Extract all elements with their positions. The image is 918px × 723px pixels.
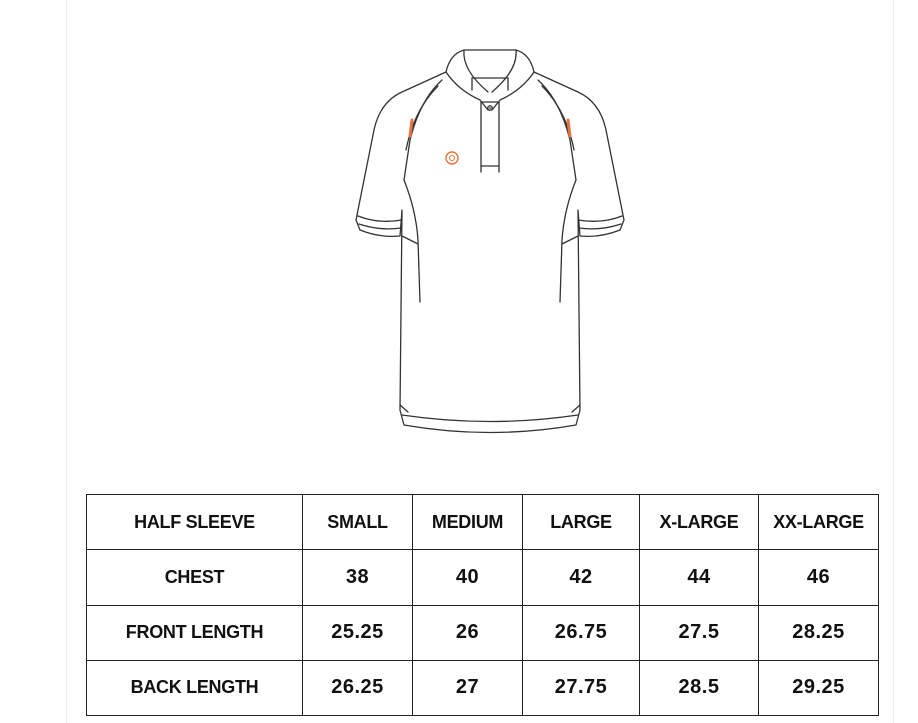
page-border-right	[893, 0, 894, 723]
size-chart-table	[86, 494, 879, 716]
table-cell: 40	[413, 550, 523, 605]
page-border-left	[66, 0, 67, 723]
row-label-back-length: BACK LENGTH	[87, 660, 303, 715]
table-cell: 25.25	[303, 605, 413, 660]
table-cell: 27	[413, 660, 523, 715]
header-cell-xx-large: XX-LARGE	[759, 495, 879, 550]
table-cell: 29.25	[759, 660, 879, 715]
table-cell: 42	[523, 550, 640, 605]
chest-logo-icon	[446, 152, 458, 164]
table-cell: 26.25	[303, 660, 413, 715]
polo-shirt-illustration	[340, 40, 640, 450]
table-row-back-length	[87, 660, 879, 715]
table-cell: 28.5	[640, 660, 759, 715]
header-cell-small: SMALL	[303, 495, 413, 550]
table-cell: 28.25	[759, 605, 879, 660]
table-cell: 44	[640, 550, 759, 605]
table-header-row	[87, 495, 879, 550]
header-cell-half-sleeve: HALF SLEEVE	[87, 495, 303, 550]
table-cell: 27.75	[523, 660, 640, 715]
header-cell-large: LARGE	[523, 495, 640, 550]
table-cell: 26.75	[523, 605, 640, 660]
table-cell: 27.5	[640, 605, 759, 660]
table-row-chest	[87, 550, 879, 605]
header-cell-medium: MEDIUM	[413, 495, 523, 550]
header-cell-x-large: X-LARGE	[640, 495, 759, 550]
table-row-front-length	[87, 605, 879, 660]
row-label-chest: CHEST	[87, 550, 303, 605]
table-cell: 38	[303, 550, 413, 605]
row-label-front-length: FRONT LENGTH	[87, 605, 303, 660]
table-cell: 46	[759, 550, 879, 605]
table-cell: 26	[413, 605, 523, 660]
